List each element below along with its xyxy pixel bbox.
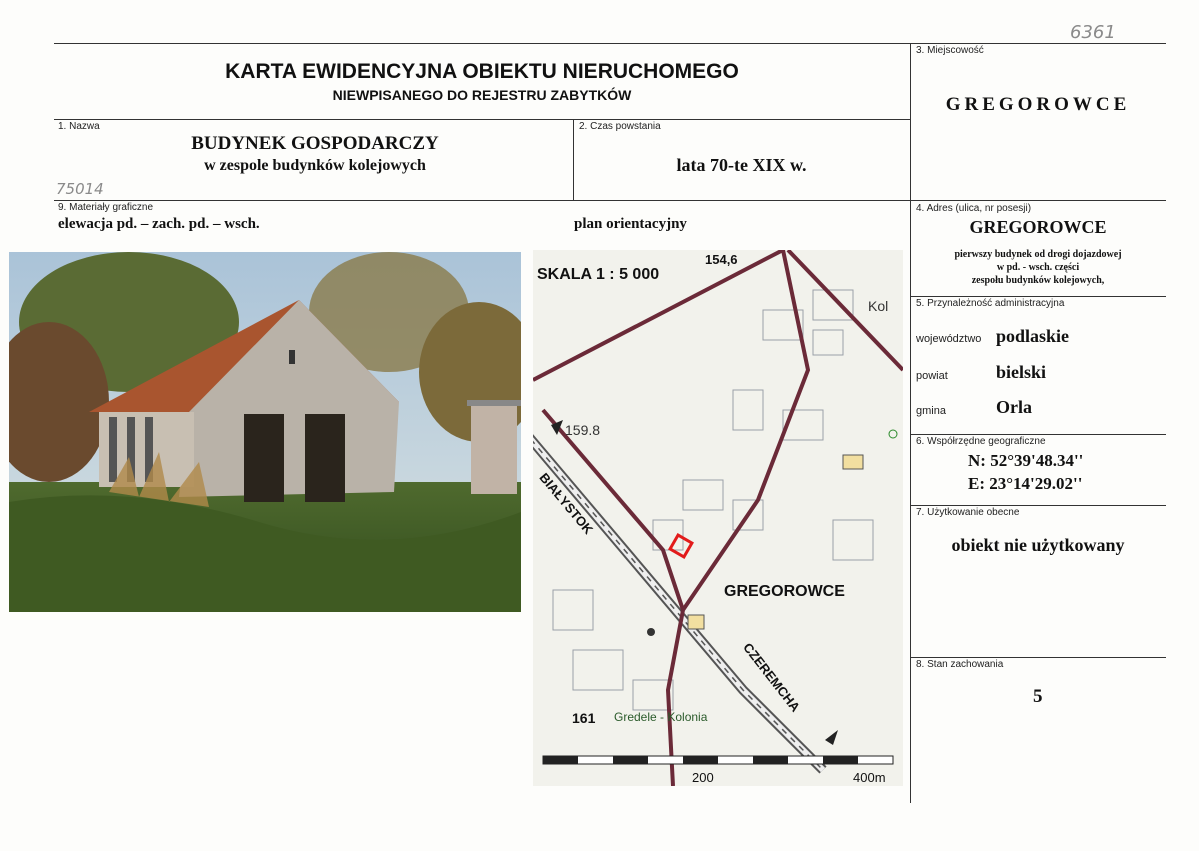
coords-east: E: 23°14'29.02'' xyxy=(968,474,1083,493)
map-settlement-label: Gredele - Kolonia xyxy=(614,710,708,724)
pencil-number-side: 75014 xyxy=(56,180,104,198)
card-title: KARTA EWIDENCYJNA OBIEKTU NIERUCHOMEGO xyxy=(225,60,739,83)
field-address-note-1: pierwszy budynek od drogi dojazdowej xyxy=(954,249,1122,260)
field-name-label: 1. Nazwa xyxy=(58,121,100,132)
admin-county-value: bielski xyxy=(996,362,1047,382)
map-scalebar-end: 400m xyxy=(853,770,886,785)
field-address-note-3: zespołu budynków kolejowych, xyxy=(971,275,1105,286)
field-locality-value: GREGOROWCE xyxy=(945,94,1131,115)
field-usage-label: 7. Użytkowanie obecne xyxy=(916,507,1020,518)
rule-top xyxy=(54,43,1166,44)
map-elevation-2: 159.8 xyxy=(565,422,601,438)
field-address-label: 4. Adres (ulica, nr posesji) xyxy=(916,203,1032,214)
map-town-label: GREGOROWCE xyxy=(724,583,845,600)
field-date-label: 2. Czas powstania xyxy=(579,121,661,132)
rule-right-6 xyxy=(910,505,1166,506)
field-graphics-label: 9. Materiały graficzne xyxy=(58,202,154,213)
map-fragment-label: Kol xyxy=(868,298,889,314)
field-condition-value: 5 xyxy=(1033,686,1043,707)
rule-right-7 xyxy=(910,657,1166,658)
map-caption: plan orientacyjny xyxy=(574,216,687,232)
card-subtitle: NIEWPISANEGO DO REJESTRU ZABYTKÓW xyxy=(332,87,632,103)
pencil-number-top: 6361 xyxy=(1070,22,1116,43)
admin-county-key: powiat xyxy=(916,370,948,382)
admin-voivodeship-value: podlaskie xyxy=(996,326,1070,346)
rule-right-column xyxy=(910,43,911,803)
coords-north: N: 52°39'48.34'' xyxy=(968,451,1084,470)
rule-right-5 xyxy=(910,434,1166,435)
map-scale: SKALA 1 : 5 000 xyxy=(537,266,660,283)
rule-row1-bottom xyxy=(54,200,1166,201)
field-coords-label: 6. Współrzędne geograficzne xyxy=(916,436,1046,447)
map-rail-label-right: CZEREMCHA xyxy=(740,640,804,715)
field-admin-label: 5. Przynależność administracyjna xyxy=(916,298,1065,309)
field-date-value: lata 70-te XIX w. xyxy=(676,155,807,175)
photo-caption: elewacja pd. – zach. pd. – wsch. xyxy=(58,216,260,232)
field-address-value: GREGOROWCE xyxy=(969,217,1107,237)
admin-voivodeship-key: województwo xyxy=(916,333,982,345)
map-rail-label-left: BIAŁYSTOK xyxy=(536,470,597,538)
field-condition-label: 8. Stan zachowania xyxy=(916,659,1004,670)
map-elevation-3: 161 xyxy=(572,710,596,726)
map-scalebar-mid: 200 xyxy=(692,770,714,785)
rule-right-4 xyxy=(910,296,1166,297)
admin-commune-value: Orla xyxy=(996,397,1032,417)
map-elevation-1: 154,6 xyxy=(705,252,738,267)
field-usage-value: obiekt nie użytkowany xyxy=(951,535,1125,555)
field-name-line2: w zespole budynków kolejowych xyxy=(204,157,426,174)
field-name-line1: BUDYNEK GOSPODARCZY xyxy=(191,133,439,154)
rule-header-bottom xyxy=(54,119,910,120)
field-address-note-2: w pd. - wsch. części xyxy=(996,262,1080,273)
admin-commune-key: gmina xyxy=(916,405,946,417)
building-photo xyxy=(9,252,521,612)
field-locality-label: 3. Miejscowość xyxy=(916,45,984,56)
